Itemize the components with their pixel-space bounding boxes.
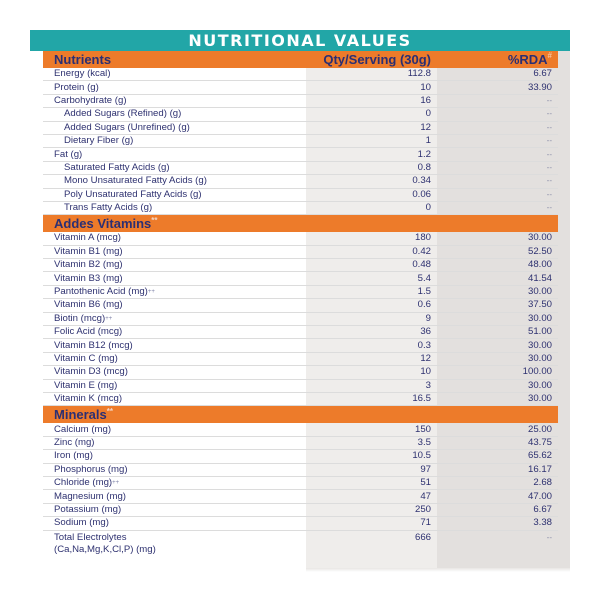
- nutrient-label: Protein (g): [54, 81, 99, 93]
- qty-value: 180: [414, 232, 431, 244]
- table-row: [43, 366, 558, 379]
- table-row: [43, 504, 558, 517]
- nutrient-name: [43, 82, 306, 94]
- nutrient-name: [43, 232, 306, 244]
- qty-value: 12: [420, 121, 431, 133]
- qty-value: 0.42: [412, 245, 431, 257]
- table-row: [43, 189, 558, 202]
- qty-value: 3.5: [417, 436, 431, 448]
- qty-value: 47: [420, 490, 431, 502]
- table-row: [43, 423, 558, 436]
- qty-value: 10: [420, 81, 431, 93]
- rda-value: 3.38: [533, 517, 552, 529]
- rda-value: 30.00: [527, 339, 552, 351]
- rda-value: 30.00: [527, 353, 552, 364]
- panel-shadow: [306, 568, 570, 572]
- nutrient-name: [43, 326, 306, 338]
- table-row: [43, 148, 558, 161]
- rda-value: 52.50: [527, 245, 552, 257]
- rda-value: 43.75: [527, 436, 552, 448]
- minerals-footnote-mark: **: [106, 407, 113, 417]
- table-row: [43, 272, 558, 285]
- nutrient-name: [43, 273, 306, 285]
- rda-value: 16.17: [527, 463, 552, 475]
- qty-value: 51: [420, 477, 431, 489]
- nutrient-name: [43, 504, 306, 516]
- nutrient-label: Vitamin A (mcg): [54, 232, 122, 244]
- table-row: [43, 313, 558, 326]
- nutrient-name: [43, 259, 306, 271]
- qty-value: 36: [420, 326, 431, 338]
- qty-value: 0: [425, 202, 431, 214]
- nutrient-name: [43, 353, 306, 365]
- nutrient-label: Mono Unsaturated Fatty Acids (g): [64, 175, 207, 187]
- table-row: [43, 246, 558, 259]
- nutrient-label: Calcium (mg): [54, 423, 112, 435]
- rda-value: --: [546, 122, 552, 132]
- nutrient-name: [43, 299, 306, 311]
- minerals-title: [43, 407, 306, 422]
- rda-value: --: [546, 532, 552, 542]
- nutrient-name: [43, 162, 306, 174]
- nutrient-name: [43, 424, 306, 436]
- nutrient-name: [43, 135, 306, 147]
- table-row: [43, 286, 558, 299]
- nutrient-name: [43, 477, 306, 489]
- table-row: [43, 232, 558, 245]
- rda-value: --: [546, 136, 552, 146]
- nutrient-label: Chloride (mg): [54, 477, 113, 489]
- nutrient-label: Vitamin B3 (mg): [54, 272, 123, 284]
- rda-value: --: [546, 189, 552, 199]
- nutrient-name: [43, 380, 306, 392]
- qty-value: 16: [420, 94, 431, 106]
- nutrient-label: Vitamin B1 (mg): [54, 245, 123, 257]
- nutrient-name: [43, 313, 306, 325]
- qty-value: 0.8: [417, 161, 431, 173]
- nutrient-label: Carbohydrate (g): [54, 94, 127, 106]
- qty-value: 150: [414, 423, 431, 435]
- vitamins-title: [43, 216, 306, 231]
- header-qty: Qty/Serving (30g): [323, 52, 431, 67]
- rda-value: 30.00: [527, 232, 552, 244]
- rda-footnote-mark: #: [547, 51, 552, 60]
- table-row: [43, 450, 558, 463]
- rda-value: 6.67: [533, 68, 552, 80]
- nutrient-label: Zinc (mg): [54, 436, 95, 448]
- nutrient-label: Energy (kcal): [54, 68, 111, 80]
- table-row: [43, 464, 558, 477]
- qty-value: 10.5: [412, 450, 431, 462]
- nutrient-label: Potassium (mg): [54, 503, 122, 515]
- electrolytes-line1: Total Electrolytes: [54, 531, 127, 543]
- vitamins-section: [43, 232, 558, 406]
- table-header: [43, 51, 558, 68]
- table-row: [43, 353, 558, 366]
- qty-value: 16.5: [412, 393, 431, 405]
- nutrient-label: Folic Acid (mcg): [54, 326, 123, 338]
- nutrient-name: [43, 517, 306, 529]
- qty-value: 0.06: [412, 188, 431, 200]
- nutrient-name: [43, 450, 306, 462]
- rda-value: 51.00: [527, 326, 552, 338]
- qty-value: 0.6: [417, 299, 431, 311]
- nutrient-name: [43, 437, 306, 449]
- rda-value: 37.50: [527, 299, 552, 311]
- nutrient-label: Vitamin D3 (mcg): [54, 366, 128, 378]
- table-row: [43, 202, 558, 215]
- nutrient-name: [43, 175, 306, 187]
- table-row: [43, 393, 558, 406]
- macros-section: [43, 68, 558, 215]
- table-row: [43, 68, 558, 81]
- rda-value: --: [546, 109, 552, 119]
- qty-value: 9: [425, 312, 431, 324]
- footnote-mark: ++: [105, 315, 113, 322]
- table-row: [43, 326, 558, 339]
- rda-value: --: [546, 95, 552, 105]
- section-header-vitamins: [43, 215, 558, 232]
- nutrient-label: Biotin (mcg): [54, 312, 106, 324]
- rda-value: 100.00: [522, 366, 552, 378]
- rda-value: --: [546, 176, 552, 186]
- qty-value: 1.5: [417, 286, 431, 298]
- nutrition-table: [43, 51, 558, 559]
- nutrient-label: Poly Unsaturated Fatty Acids (g): [64, 188, 202, 200]
- qty-value: 10: [420, 366, 431, 378]
- nutrient-label: Magnesium (mg): [54, 490, 126, 502]
- table-row: [43, 81, 558, 94]
- header-rda-label: %RDA: [507, 52, 548, 67]
- qty-value: 1: [425, 135, 431, 147]
- nutrient-label: Vitamin B6 (mg): [54, 299, 123, 311]
- nutrient-name: [43, 202, 306, 214]
- nutrient-name: [43, 122, 306, 134]
- nutrient-label: Saturated Fatty Acids (g): [64, 161, 170, 173]
- nutrient-name: [43, 189, 306, 201]
- table-row: [43, 299, 558, 312]
- table-row: [43, 95, 558, 108]
- qty-value: 250: [414, 503, 431, 515]
- nutrient-label: Vitamin B2 (mg): [54, 259, 123, 271]
- rda-value: 30.00: [527, 312, 552, 324]
- nutrient-label: Added Sugars (Unrefined) (g): [64, 121, 190, 133]
- header-nutrients: Nutrients: [54, 52, 112, 67]
- nutrient-label: Trans Fatty Acids (g): [64, 202, 153, 214]
- qty-value: 5.4: [417, 272, 431, 284]
- header-rda: [437, 52, 558, 67]
- qty-value: 0: [425, 108, 431, 120]
- nutrient-label: Dietary Fiber (g): [64, 135, 134, 147]
- nutrient-label: Vitamin B12 (mcg): [54, 339, 133, 351]
- nutrient-label: Iron (mg): [54, 450, 93, 462]
- nutrient-label: Vitamin E (mg): [54, 379, 118, 391]
- nutrient-name: [43, 491, 306, 503]
- minerals-label: Minerals: [54, 407, 107, 423]
- nutrient-name: [43, 393, 306, 405]
- nutrient-label: Added Sugars (Refined) (g): [64, 108, 182, 120]
- table-row: [43, 490, 558, 503]
- table-row-electrolytes: [43, 531, 558, 559]
- rda-value: 6.67: [533, 503, 552, 515]
- nutrient-label: Vitamin K (mcg): [54, 393, 123, 405]
- nutrient-name: [43, 68, 306, 80]
- nutrient-label: Sodium (mg): [54, 517, 109, 529]
- section-header-minerals: [43, 406, 558, 423]
- qty-value: 97: [420, 463, 431, 475]
- rda-value: 30.00: [527, 393, 552, 405]
- footnote-mark: ++: [147, 289, 155, 296]
- table-row: [43, 175, 558, 188]
- rda-value: --: [546, 203, 552, 213]
- nutrient-name: [43, 246, 306, 258]
- minerals-section: [43, 423, 558, 530]
- table-row: [43, 162, 558, 175]
- qty-value: 666: [414, 531, 431, 543]
- table-row: [43, 339, 558, 352]
- footnote-mark: ++: [112, 480, 120, 487]
- nutrient-name: [43, 532, 306, 556]
- nutrient-label: Fat (g): [54, 148, 83, 160]
- qty-value: 12: [420, 353, 431, 364]
- table-row: [43, 122, 558, 135]
- rda-value: 33.90: [527, 81, 552, 93]
- vitamins-label: Addes Vitamins: [54, 216, 152, 232]
- nutrient-name: [43, 149, 306, 161]
- rda-value: 30.00: [527, 286, 552, 298]
- nutrient-name: [43, 286, 306, 298]
- qty-value: 0.48: [412, 259, 431, 271]
- vitamins-footnote-mark: **: [151, 216, 158, 226]
- nutrient-name: [43, 340, 306, 352]
- rda-value: 65.62: [527, 450, 552, 462]
- qty-value: 71: [420, 517, 431, 529]
- table-row: [43, 108, 558, 121]
- table-row: [43, 380, 558, 393]
- rda-value: --: [546, 162, 552, 172]
- nutrient-label: Vitamin C (mg): [54, 353, 118, 364]
- rda-value: 48.00: [527, 259, 552, 271]
- nutrient-label: Pantothenic Acid (mg): [54, 286, 148, 298]
- rda-value: --: [546, 149, 552, 159]
- table-row: [43, 135, 558, 148]
- qty-value: 1.2: [417, 148, 431, 160]
- qty-value: 3: [425, 379, 431, 391]
- nutrient-name: [43, 95, 306, 107]
- rda-value: 30.00: [527, 379, 552, 391]
- page-title: NUTRITIONAL VALUES: [30, 30, 570, 51]
- nutrient-name: [43, 366, 306, 378]
- nutrient-name: [43, 464, 306, 476]
- table-row: [43, 477, 558, 490]
- electrolytes-line2: (Ca,Na,Mg,K,Cl,P) (mg): [54, 543, 156, 555]
- rda-value: 2.68: [533, 477, 552, 489]
- qty-value: 0.34: [412, 175, 431, 187]
- nutrient-label: Phosphorus (mg): [54, 463, 128, 475]
- rda-value: 47.00: [527, 490, 552, 502]
- qty-value: 112.8: [407, 68, 431, 80]
- table-row: [43, 437, 558, 450]
- rda-value: 25.00: [527, 423, 552, 435]
- table-row: [43, 517, 558, 530]
- nutrient-name: [43, 108, 306, 120]
- table-row: [43, 259, 558, 272]
- qty-value: 0.3: [417, 339, 431, 351]
- rda-value: 41.54: [527, 272, 552, 284]
